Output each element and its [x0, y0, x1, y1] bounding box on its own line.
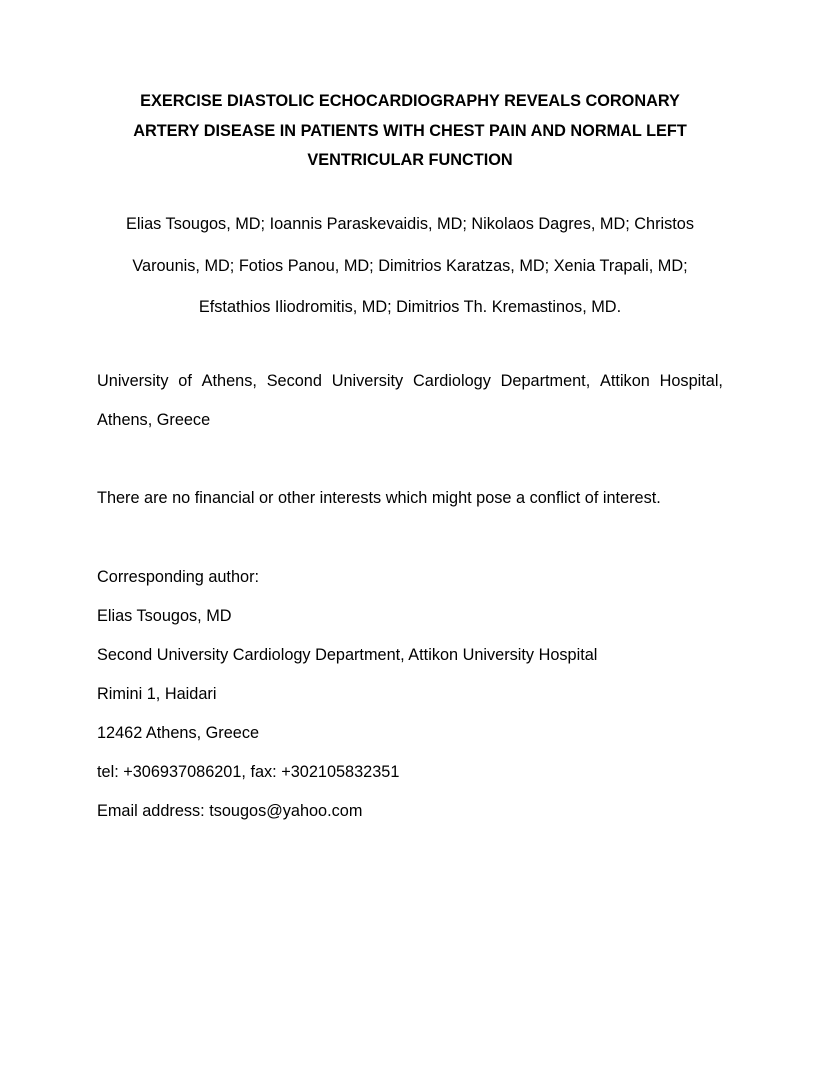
affiliation-word: Athens, [201, 372, 257, 390]
correspondence-city: 12462 Athens, Greece [97, 724, 260, 742]
affiliation-word: Department, [500, 372, 591, 390]
correspondence-department: Second University Cardiology Department, Attikon University Hospital [97, 646, 598, 664]
correspondence-name: Elias Tsougos, MD [97, 607, 232, 625]
author-list [80, 204, 740, 329]
affiliation-word: University [331, 372, 404, 390]
conflict-of-interest-statement: There are no financial or other interests which might pose a conflict of interest. [97, 489, 661, 507]
author-line-2: Varounis, MD; Fotios Panou, MD; Dimitrios Karatzas, MD; Xenia Trapali, MD; [132, 256, 688, 275]
affiliation-word: Second [266, 372, 322, 390]
affiliation-line-2: Athens, Greece [97, 411, 211, 429]
author-line-3: Efstathios Iliodromitis, MD; Dimitrios Th. Kremastinos, MD. [198, 298, 622, 316]
correspondence-street: Rimini 1, Haidari [97, 685, 217, 703]
author-line-1: Elias Tsougos, MD; Ioannis Paraskevaidis, MD; Nikolaos Dagres, MD; Christos [126, 215, 694, 233]
paper-title [90, 87, 730, 176]
title-line-1: EXERCISE DIASTOLIC ECHOCARDIOGRAPHY REVEALS CORONARY [140, 92, 680, 110]
affiliation-word: Cardiology [413, 372, 491, 390]
affiliation-word: Attikon [600, 372, 650, 390]
affiliation-word: of [178, 372, 192, 390]
title-line-3: VENTRICULAR FUNCTION [307, 151, 513, 169]
title-line-2: ARTERY DISEASE IN PATIENTS WITH CHEST PAIN AND NORMAL LEFT [133, 121, 687, 140]
affiliation-word: University [97, 372, 169, 390]
correspondence-heading: Corresponding author: [97, 568, 260, 586]
correspondence-phone-fax: tel: +306937086201, fax: +302105832351 [97, 763, 400, 781]
affiliation-word: Hospital, [659, 372, 723, 390]
correspondence-email: Email address: tsougos@yahoo.com [97, 802, 363, 820]
affiliation-line-1 [97, 371, 723, 391]
